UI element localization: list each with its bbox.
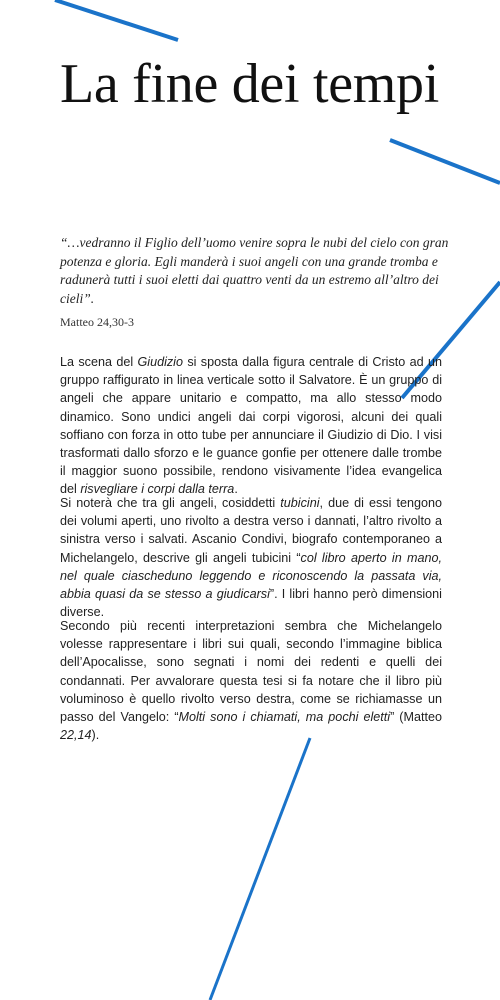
paragraph-1-text-a: La scena del	[60, 355, 138, 369]
scripture-quote: “…vedranno il Figlio dell’uomo venire sopra le nubi del cielo con gran potenza e gloria. Egli manderà i suoi angeli con una grande tromba e radunerà tutti i suoi eletti dai quattro venti da un estremo all’altro dei cieli”.	[60, 235, 449, 306]
paragraph-3	[60, 617, 442, 744]
paragraph-2-text-c: , due di essi tengono dei volumi aperti, uno rivolto a destra verso i dannati, l’altro rivolto a sinistra verso i salvati. Ascanio Condivi, biografo contemporaneo a Michelangelo, descrive gli angeli tubicini “	[60, 496, 442, 565]
paragraph-3-emphasis-verse: 22,14	[60, 728, 92, 743]
paragraph-3-text-e: ).	[91, 728, 100, 743]
quote-reference: Matteo 24,30-3	[60, 315, 134, 329]
paragraph-1-text-e: .	[234, 482, 238, 497]
paragraph-1-text-c: si sposta dalla figura centrale di Cristo ad un gruppo raffigurato in linea verticale sotto il Salvatore. È un gruppo di angeli che appare unitario e compatto, ma allo stesso modo dinamico. Sono undici angeli dai corpi vigorosi, alcuni dei quali soffiano con forza in otto tube per annunciare il Giudizio di Dio. I visi trasformati dallo sforzo e le guance gonfie per ottenere dalle trombe il maggior suono possibile, rendono visivamente l’idea evangelica del	[60, 355, 442, 497]
paragraph-3-text-a: Secondo più recenti interpretazioni sembra che Michelangelo volesse rappresentare i libri sui quali, secondo l’immagine biblica dell’Apocalisse, sono segnati i nomi dei redenti e quelli dei condannati. Per avvalorare questa tesi si fa notare che il libro più voluminoso è quello rivolto verso destra, come se richiamasse un passo del Vangelo: “	[60, 619, 442, 725]
paragraph-2-emphasis-condivi-quote: col libro aperto in mano, nel quale ciascheduno leggendo e riconoscendo la passata via, abbia quasi da se stesso a giudicarsi	[60, 550, 442, 602]
paragraph-2	[60, 494, 442, 621]
page-title: La fine dei tempi	[60, 53, 439, 115]
paragraph-2-text-e: ”. I libri hanno però dimensioni diverse.	[60, 587, 442, 620]
accent-line-bottom	[210, 738, 310, 1000]
paragraph-1	[60, 353, 442, 499]
paragraph-3-emphasis-gospel-quote: Molti sono i chiamati, ma pochi eletti	[178, 710, 391, 725]
paragraph-1-emphasis-giudizio: Giudizio	[137, 355, 183, 369]
paragraph-2-text-a: Si noterà che tra gli angeli, cosiddetti	[60, 496, 281, 510]
paragraph-2-emphasis-tubicini: tubicini	[280, 496, 320, 510]
accent-line-top-left	[55, 0, 178, 40]
paragraph-3-text-c: ” (Matteo	[390, 710, 442, 725]
paragraph-1-emphasis-quote: risvegliare i corpi dalla terra	[80, 482, 235, 497]
accent-line-right-upper	[390, 140, 500, 183]
